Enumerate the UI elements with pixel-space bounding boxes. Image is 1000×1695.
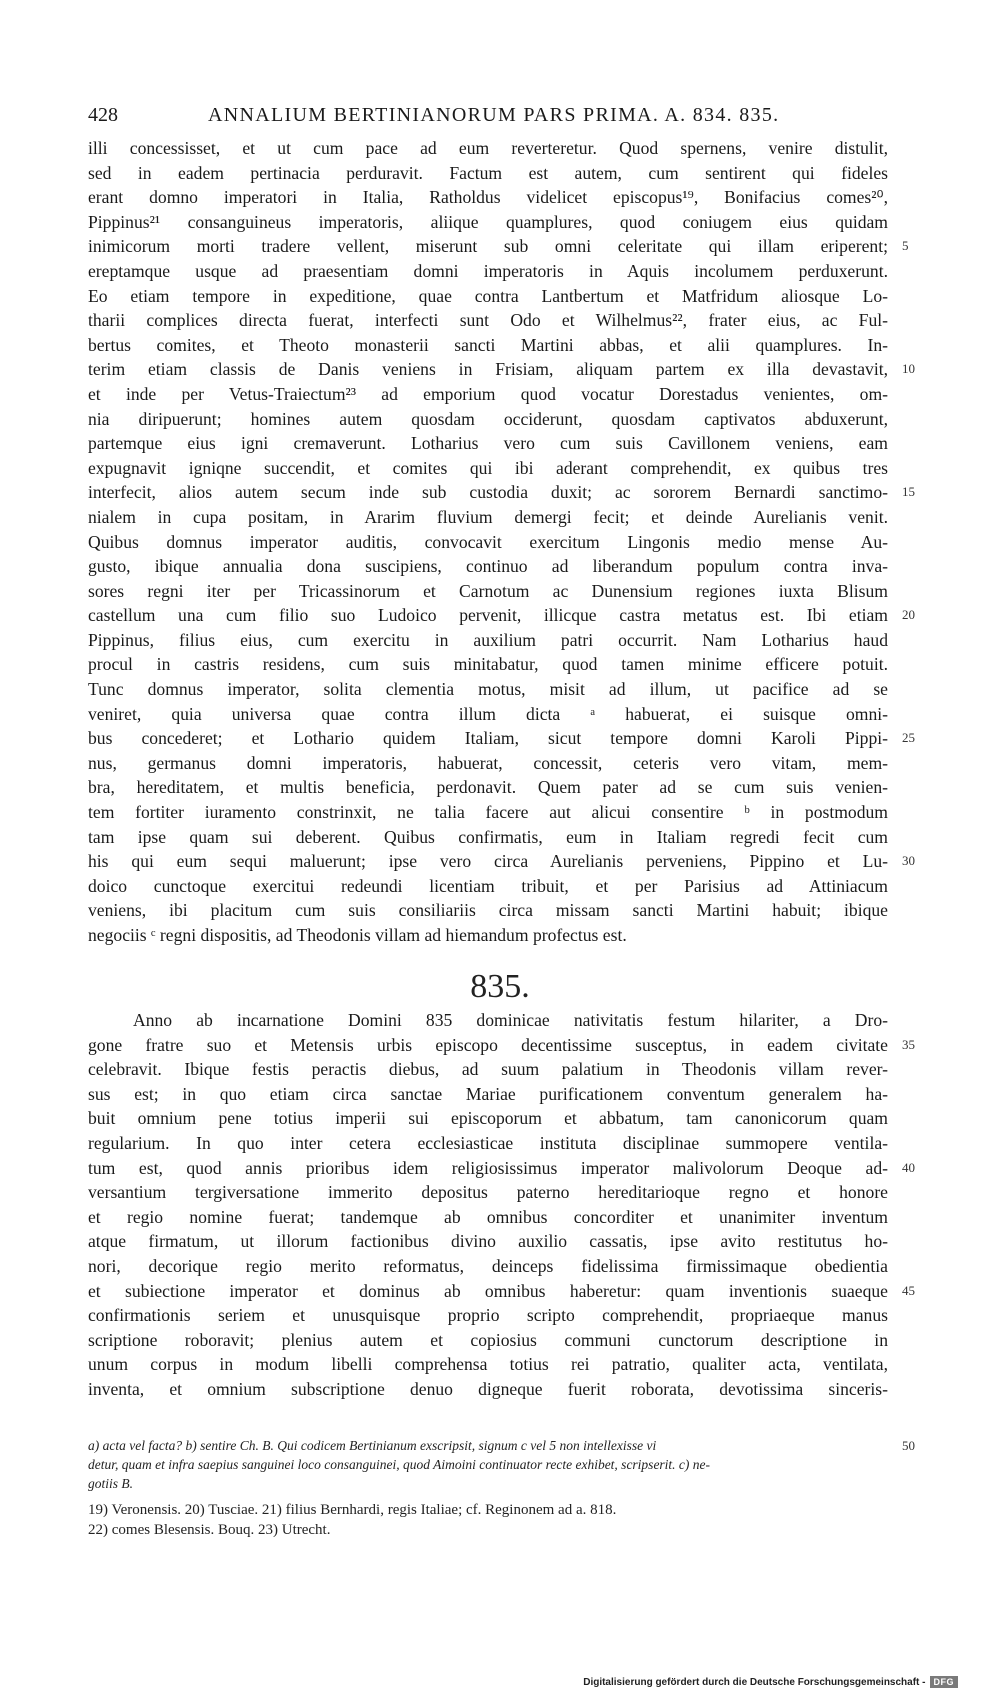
margin-line-number: 45 (902, 1282, 915, 1298)
text-line: tem fortiter iuramento constrinxit, ne talia facere aut alicui consentire ᵇ in postmodum (88, 802, 888, 823)
note-line: 22) comes Blesensis. Bouq. 23) Utrecht. (88, 1522, 331, 1538)
text-line: negociis ᶜ regni dispositis, ad Theodonis villam ad hiemandum profectus est. (88, 925, 627, 945)
margin-line-number: 35 (902, 1036, 915, 1052)
text-line: confirmationis seriem et unusquisque proprio scripto comprehendit, propriaeque manus (88, 1305, 888, 1326)
text-line: sus est; in quo etiam circa sanctae Mariae purificationem conventum generalem ha- (88, 1083, 888, 1104)
text-line: nori, decorique regio merito reformatus, deinceps fidelissima firmissimaque obedientia (88, 1255, 888, 1276)
note-line: 19) Veronensis. 20) Tusciae. 21) filius Bernhardi, regis Italiae; cf. Reginonem ad a. 818. (88, 1502, 617, 1518)
text-line: sores regni iter per Tricassinorum et Carnotum ac Dunensium regiones iuxta Blisum (88, 580, 888, 601)
margin-line-number: 10 (902, 361, 915, 377)
text-line: Eo etiam tempore in expeditione, quae contra Lantbertum et Matfridum aliosque Lo- (88, 285, 888, 306)
dfg-logo: DFG (930, 1676, 959, 1688)
margin-line-number: 25 (902, 730, 915, 746)
text-line: buit omnium pene totius imperii sui episcoporum et abbatum, tam canonicorum quam (88, 1108, 888, 1129)
year-heading-835: 835. (470, 968, 530, 1005)
text-line: nialem in cupa positam, in Ararim fluvium demergi fecit; et deinde Aurelianis venit. (88, 506, 888, 527)
text-line: ereptamque usque ad praesentiam domni imperatoris in Aquis incolumem perduxerunt. (88, 260, 888, 281)
text-line: gone fratre suo et Metensis urbis episcopo decentissime susceptus, in eadem civitate 35 (88, 1033, 888, 1058)
running-title: ANNALIUM BERTINIANORUM PARS PRIMA. A. 834. 835. (208, 104, 780, 126)
text-line: Tunc domnus imperator, solita clementia motus, misit ad illum, ut pacifice ad se (88, 679, 888, 700)
text-line: inimicorum morti tradere vellent, miserunt sub omni celeritate qui illam eriperent; 5 (88, 234, 888, 259)
text-line: doico cunctoque exercitui redeundi licentiam tribuit, et per Parisius ad Attiniacum (88, 875, 888, 896)
page-number: 428 (88, 104, 118, 126)
text-line: castellum una cum filio suo Ludoico pervenit, illicque castra metatus est. Ibi etiam 20 (88, 603, 888, 628)
text-line: tharii complices directa fuerat, interfecti sunt Odo et Wilhelmus²², frater eius, ac Ful- (88, 310, 888, 331)
text-line: illi concessisset, et ut cum pace ad eum reverteretur. Quod spernens, venire distulit, (88, 138, 888, 158)
text-line: Pippinus²¹ consanguineus imperatoris, aliique quamplures, quod coniugem eius quidam (88, 211, 888, 232)
critical-apparatus (88, 1436, 915, 1493)
text-line: partemque eius igni cremaverunt. Lotharius vero cum suis Cavillonem veniens, eam (88, 433, 888, 454)
text-line: bus concederet; et Lothario quidem Italiam, sicut tempore domni Karoli Pippi- 25 (88, 726, 888, 751)
text-line: nus, germanus domni imperatoris, habuerat, concessit, ceteris vero vitam, mem- (88, 752, 888, 773)
text-line: inventa, et omnium subscriptione denuo digneque fuerit roborata, devotissima sinceris- (88, 1378, 888, 1399)
margin-line-number: 30 (902, 853, 915, 869)
text-line: bra, hereditatem, et multis beneficia, perdonavit. Quem pater ad se cum suis venien- (88, 777, 888, 798)
margin-line-number: 20 (902, 607, 915, 623)
text-line: sed in eadem pertinacia perduravit. Factum est autem, cum sentirent qui fideles (88, 162, 888, 183)
text-line: tum est, quod annis prioribus idem religiosissimus imperator malivolorum Deoque ad- 40 (88, 1156, 888, 1181)
text-line: et subiectione imperator et dominus ab omnibus haberetur: quam inventionis suaeque 45 (88, 1279, 888, 1304)
text-line: Quibus domnus imperator auditis, convocavit exercitum Lingonis medio mense Au- (88, 531, 888, 552)
text-line: regularium. In quo inter cetera ecclesiasticae instituta disciplinae summopere ventila- (88, 1132, 888, 1153)
text-line: terim etiam classis de Danis veniens in Frisiam, aliquam partem ex illa devastavit, 10 (88, 357, 888, 382)
text-line: et inde per Vetus-Traiectum²³ ad emporium quod vocatur Dorestadus venientes, om- (88, 383, 888, 404)
text-block-834 (88, 136, 915, 948)
margin-line-number: 15 (902, 484, 915, 500)
numbered-notes (88, 1500, 888, 1540)
text-line: nia diripuerunt; homines autem quosdam occiderunt, quosdam captivatos abduxerunt, (88, 408, 888, 429)
text-line: tam ipse quam sui deberent. Quibus confirmatis, eum in Italiam regredi fecit cum (88, 826, 888, 847)
text-line: versantium tergiversatione immerito depositus paterno hereditarioque regno et honore (88, 1182, 888, 1203)
page-header (88, 104, 888, 130)
text-line: veniret, quia universa quae contra illum dicta ᵃ habuerat, ei suisque omni- (88, 703, 888, 724)
text-line: erant domno imperatori in Italia, Ratholdus videlicet episcopus¹⁹, Bonifacius comes²⁰, (88, 187, 888, 208)
credit-text: Digitalisierung gefördert durch die Deutsche Forschungsgemeinschaft - (583, 1676, 926, 1688)
text-line: his qui eum sequi maluerunt; ipse vero circa Aurelianis perveniens, Pippino et Lu- 30 (88, 849, 888, 874)
text-line: interfecit, alios autem secum inde sub custodia duxit; ac sororem Bernardi sanctimo- 15 (88, 480, 888, 505)
apparatus-line: gotiis B. (88, 1476, 134, 1491)
apparatus-line: detur, quam et infra saepius sanguinei loco consanguinei, quod Aimoini continuator recte exhibet, scripserit. c) ne- (88, 1457, 711, 1472)
text-line: scriptione roboravit; plenius autem et copiosius communi cunctorum descriptione in (88, 1329, 888, 1350)
margin-line-number: 5 (902, 238, 909, 254)
text-line: expugnavit igniqne succendit, et comites qui ibi aderant comprehendit, ex quibus tres (88, 457, 888, 478)
margin-line-number: 50 (902, 1438, 915, 1453)
text-line: procul in castris residens, cum suis minitabatur, quod tamen minime efficere potuit. (88, 654, 888, 675)
text-line: et regio nomine fuerat; tandemque ab omnibus concorditer et unanimiter inventum (88, 1206, 888, 1227)
text-block-835 (88, 1008, 915, 1402)
text-line: celebravit. Ibique festis peractis diebus, ad suum palatium in Theodonis villam rever- (88, 1059, 888, 1080)
text-line: Pippinus, filius eius, cum exercitu in auxilium patri occurrit. Nam Lotharius haud (88, 629, 888, 650)
text-line: gusto, ibique annualia dona suscipiens, continuo ad liberandum populum contra inva- (88, 556, 888, 577)
text-line: bertus comites, et Theoto monasterii sancti Martini abbas, et alii quamplures. In- (88, 334, 888, 355)
text-line: atque firmatum, ut illorum factionibus divino auxilio cassatis, ipse avito restitutus ho- (88, 1231, 888, 1252)
text-line: veniens, ibi placitum cum suis consiliariis circa missam sancti Martini habuit; ibique (88, 900, 888, 921)
text-line: unum corpus in modum libelli comprehensa totius rei patratio, qualiter acta, ventilata, (88, 1354, 888, 1375)
text-line: Anno ab incarnatione Domini 835 dominicae nativitatis festum hilariter, a Dro- (133, 1010, 888, 1030)
apparatus-line: a) acta vel facta? b) sentire Ch. B. Qui codicem Bertinianum exscripsit, signum c vel 5 non intellexisse vi 50 (88, 1438, 915, 1453)
digitization-credit (583, 1674, 958, 1690)
margin-line-number: 40 (902, 1159, 915, 1175)
